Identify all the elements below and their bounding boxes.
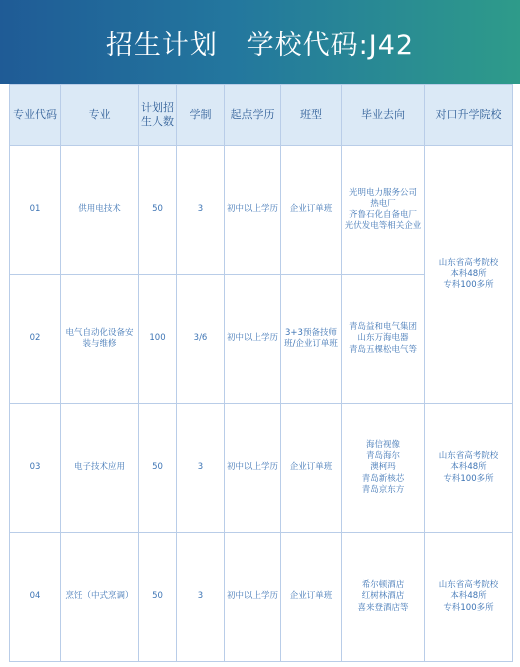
destination-line: 红树林酒店 [361,591,405,602]
destination-line: 青岛新核芯 [361,473,405,484]
cell-major: 烹饪（中式烹调） [61,533,139,662]
cell-code: 02 [10,275,61,404]
header-class-type: 班型 [281,85,342,146]
cell-upgrade [425,533,513,662]
destination-line: 青岛海尔 [365,451,400,462]
enrollment-plan-table [9,84,513,662]
destination-line: 希尔顿酒店 [361,580,405,591]
upgrade-line: 专科100多所 [443,473,494,484]
cell-code: 04 [10,533,61,662]
cell-quota: 50 [139,146,177,275]
upgrade-line: 专科100多所 [443,280,494,291]
cell-class-type: 企业订单班 [281,533,342,662]
cell-education: 初中以上学历 [225,146,281,275]
cell-major: 电子技术应用 [61,404,139,533]
table-header-row [10,85,513,146]
cell-major: 供用电技术 [61,146,139,275]
cell-upgrade [425,404,513,533]
upgrade-line: 本科48所 [450,462,487,473]
cell-destination [342,404,425,533]
cell-quota: 50 [139,404,177,533]
cell-destination [342,146,425,275]
cell-years: 3 [177,533,225,662]
destination-line: 山东万海电器 [357,333,409,344]
table-row [10,146,513,275]
cell-class-type: 3+3预备技师班/企业订单班 [281,275,342,404]
upgrade-line: 山东省高考院校 [438,451,499,462]
header-education: 起点学历 [225,85,281,146]
destination-line: 热电厂 [370,198,396,209]
destination-line: 青岛京东方 [361,484,405,495]
header-duration: 学制 [177,85,225,146]
header-major: 专业 [61,85,139,146]
cell-years: 3/6 [177,275,225,404]
header-quota: 计划招生人数 [139,85,177,146]
cell-education: 初中以上学历 [225,533,281,662]
destination-line: 喜来登酒店等 [357,602,409,613]
upgrade-line: 山东省高考院校 [438,580,499,591]
cell-years: 3 [177,146,225,275]
cell-quota: 50 [139,533,177,662]
table-row [10,404,513,533]
destination-line: 光明电力服务公司 [348,187,417,198]
header-upgrade-schools: 对口升学院校 [425,85,513,146]
cell-destination [342,275,425,404]
destination-line: 青岛五棵松电气等 [348,344,417,355]
cell-upgrade-shared [425,146,513,404]
upgrade-line: 本科48所 [450,591,487,602]
cell-education: 初中以上学历 [225,404,281,533]
destination-line: 齐鲁石化自备电厂 [348,210,417,220]
header-major-code: 专业代码 [10,85,61,146]
cell-class-type: 企业订单班 [281,146,342,275]
cell-class-type: 企业订单班 [281,404,342,533]
cell-destination [342,533,425,662]
destination-line: 澳柯玛 [370,462,396,473]
destination-line: 光伏发电等相关企业 [344,221,422,232]
upgrade-line: 山东省高考院校 [438,257,499,268]
upgrade-line: 本科48所 [450,268,487,279]
banner-title: 招生计划 学校代码:J42 [105,29,415,61]
cell-education: 初中以上学历 [225,275,281,404]
table-row [10,533,513,662]
cell-years: 3 [177,404,225,533]
upgrade-line: 专科100多所 [443,602,494,613]
cell-major: 电气自动化设备安装与维修 [61,275,139,404]
header-destination: 毕业去向 [342,85,425,146]
cell-code: 01 [10,146,61,275]
destination-line: 青岛益和电气集团 [348,322,417,333]
cell-quota: 100 [139,275,177,404]
destination-line: 海信视像 [365,440,400,451]
title-banner [0,0,520,84]
cell-code: 03 [10,404,61,533]
